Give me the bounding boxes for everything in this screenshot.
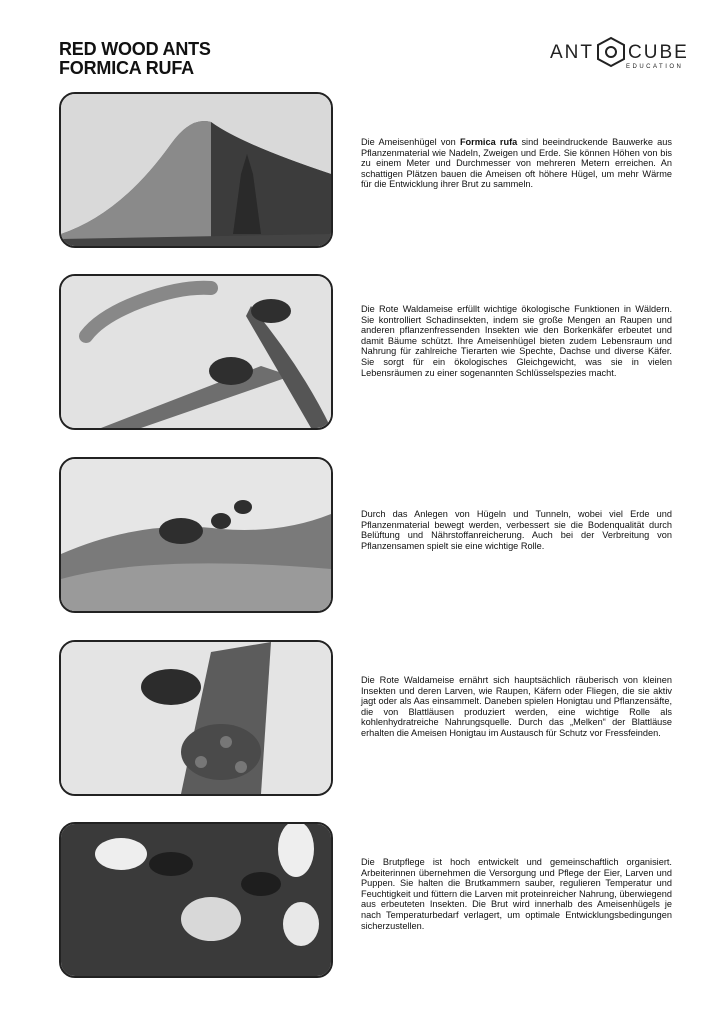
species-name: Formica rufa <box>459 137 518 147</box>
antcube-logo <box>548 36 689 76</box>
logo-subtitle: EDUCATION <box>626 64 684 70</box>
title-line-1: RED WOOD ANTS <box>59 39 211 59</box>
section-5-text: Die Brutpflege ist hoch entwickelt und gemeinschaftlich organisiert. Arbeiterinnen übernehmen die Versorgung und Pflege der Eier, Larven und Puppen. Sie halten die Brutkammern sauber, regulieren Temperatur und Feuchtigkeit und füttern die Larven mit proteinreicher Nahrung, überwiegend aus erbeuteten Insekten. Die Brut wird innerhalb des Ameisenhügels je nach Temperaturbedarf verlagert, um optimale Entwicklungsbedingungen sicherzustellen. <box>361 857 672 931</box>
cube-logo-icon <box>594 36 628 68</box>
section-1-text <box>361 137 672 190</box>
page-title <box>59 40 211 78</box>
ants-brood-image <box>59 822 333 978</box>
ants-aphids-image <box>59 640 333 796</box>
title-line-2: FORMICA RUFA <box>59 58 194 78</box>
ant-grass-image <box>59 457 333 613</box>
ants-caterpillar-image <box>59 274 333 430</box>
section-4-text: Die Rote Waldameise ernährt sich hauptsächlich räuberisch von kleinen Insekten und deren Larven, wie Raupen, Käfern oder Fliegen, die sie aktiv jagt oder als Aas einsammelt. Daneben spielen Honigtau und Pflanzensäfte, die von Blattläusen produziert werden, eine wichtige Rolle als kohlenhydratreiche Nahrungsquelle. Durch das „Melken“ der Blattläuse erhalten die Ameisen Honigtau im Austausch für Schutz vor Fressfeinden. <box>361 675 672 738</box>
logo-text-right: CUBE <box>628 42 689 63</box>
section-3-text: Durch das Anlegen von Hügeln und Tunneln, wobei viel Erde und Pflanzenmaterial bewegt werden, verbessert sie die Bodenqualität durch Belüftung und Nährstoffanreicherung. Auch bei der Verbreitung von Pflanzensamen spielt sie eine wichtige Rolle. <box>361 509 672 551</box>
section-2-text: Die Rote Waldameise erfüllt wichtige ökologische Funktionen in Wäldern. Sie kontrolliert Schadinsekten, indem sie große Mengen an Raupen und anderen pflanzenfressenden Insekten wie den Borkenkäfer erbeutet und damit Bäume schützt. Ihre Ameisenhügel bieten zudem Lebensraum und Nahrung für zahlreiche Tierarten wie Spechte, Dachse und diverse Käfer. Sie sorgt für ein ökologisches Gleichgewicht, was sie in vielen Lebensräumen zu einer sogenannten Schlüsselspezies macht. <box>361 304 672 378</box>
text-part: sind beeindruckende Bauwerke aus Pflanzenmaterial wie Nadeln, Zweigen und Erde. Sie können Höhen von bis zu einem Meter und Durchmesser von mehreren Metern erreichen. An schattigen Plätzen bauen die Ameisen oft höhere Hügel, um mehr Wärme für die Entwicklung ihrer Brut zu sammeln. <box>361 137 672 190</box>
text-part: Die Ameisenhügel von <box>361 137 460 147</box>
ant-hill-image <box>59 92 333 248</box>
logo-text-left: ANT <box>550 42 594 63</box>
